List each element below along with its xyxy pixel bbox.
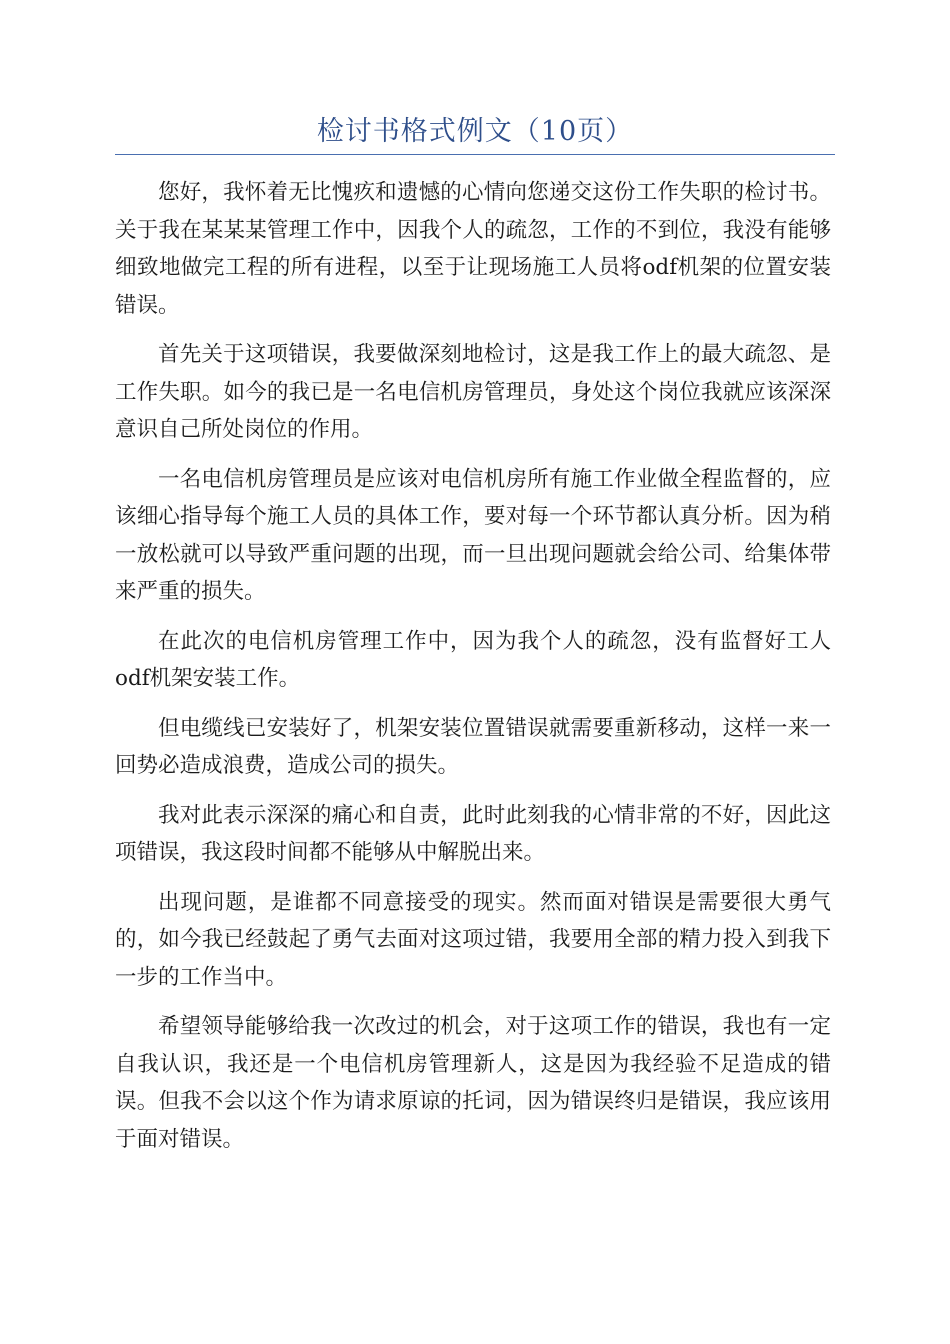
body-paragraph: 首先关于这项错误，我要做深刻地检讨，这是我工作上的最大疏忽、是工作失职。如今的我已是一名电信机房管理员，身处这个岗位我就应该深深意识自己所处岗位的作用。 bbox=[115, 342, 831, 442]
document-title: 检讨书格式例文（10页） bbox=[316, 116, 634, 147]
body-paragraph: 在此次的电信机房管理工作中，因为我个人的疏忽，没有监督好工人odf机架安装工作。 bbox=[115, 628, 831, 691]
body-paragraph: 希望领导能够给我一次改过的机会，对于这项工作的错误，我也有一定自我认识，我还是一个电信机房管理新人，这是因为我经验不足造成的错误。但我不会以这个作为请求原谅的托词，因为错误终归是错误，我应该用于面对错误。 bbox=[115, 1014, 831, 1152]
body-paragraph: 您好，我怀着无比愧疚和遗憾的心情向您递交这份工作失职的检讨书。关于我在某某某管理工作中，因我个人的疏忽，工作的不到位，我没有能够细致地做完工程的所有进程，以至于让现场施工人员将odf机架的位置安装错误。 bbox=[115, 180, 831, 318]
body-paragraph: 我对此表示深深的痛心和自责，此时此刻我的心情非常的不好，因此这项错误，我这段时间都不能够从中解脱出来。 bbox=[115, 802, 831, 865]
body-paragraph: 出现问题，是谁都不同意接受的现实。然而面对错误是需要很大勇气的，如今我已经鼓起了勇气去面对这项过错，我要用全部的精力投入到我下一步的工作当中。 bbox=[115, 889, 831, 990]
document-body bbox=[115, 174, 831, 1170]
title-underline bbox=[115, 154, 835, 155]
body-paragraph: 一名电信机房管理员是应该对电信机房所有施工作业做全程监督的，应该细心指导每个施工人员的具体工作，要对每一个环节都认真分析。因为稍一放松就可以导致严重问题的出现，而一旦出现问题就会给公司、给集体带来严重的损失。 bbox=[115, 466, 831, 604]
body-paragraph: 但电缆线已安装好了，机架安装位置错误就需要重新移动，这样一来一回势必造成浪费，造成公司的损失。 bbox=[115, 715, 831, 778]
